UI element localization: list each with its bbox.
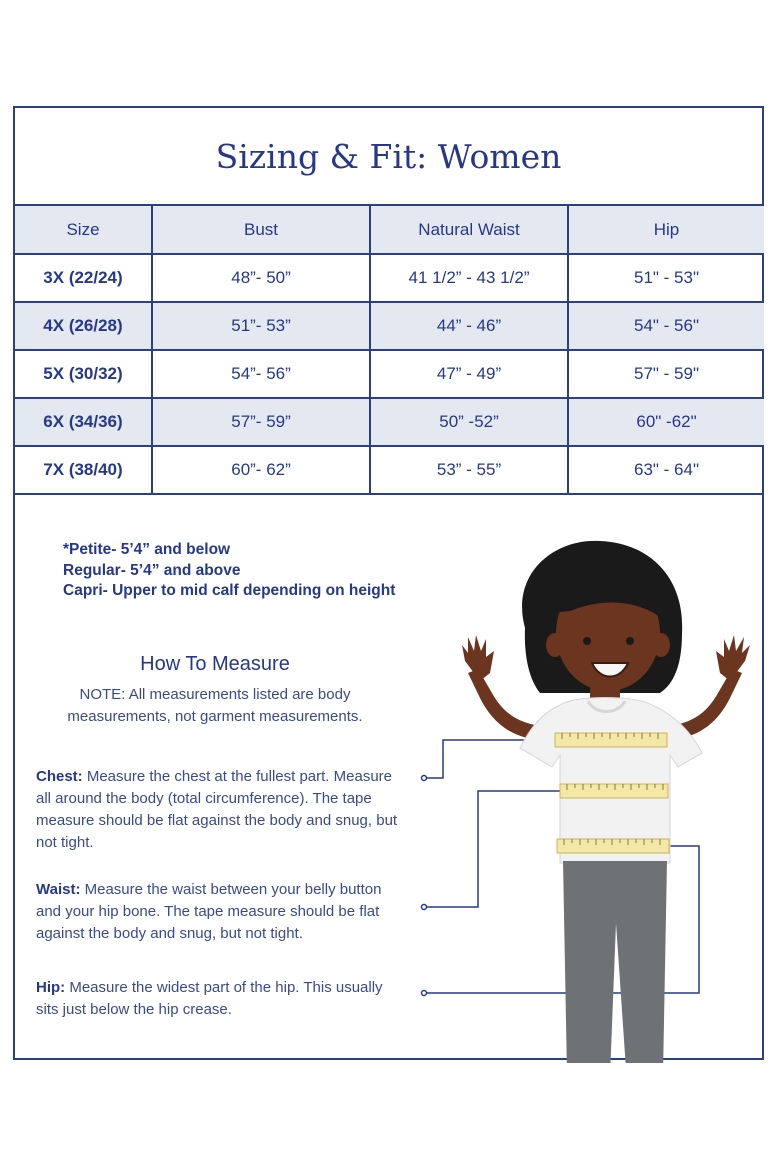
right-eye: [626, 637, 634, 645]
right-ear: [652, 633, 670, 657]
bust-cell: 60”- 62”: [152, 446, 370, 494]
size-cell: 4X (26/28): [15, 302, 152, 350]
waist-cell: 53” - 55”: [370, 446, 568, 494]
size-cell: 3X (22/24): [15, 254, 152, 302]
pants: [563, 861, 667, 1063]
waist-text: Measure the waist between your belly button and your hip bone. The tape measure should be flat against the body and snug, but not tight.: [36, 881, 382, 942]
page-title: Sizing & Fit: Women: [15, 108, 762, 206]
left-hand: [462, 635, 494, 681]
bust-cell: 54”- 56”: [152, 350, 370, 398]
header-hip: Hip: [568, 206, 764, 254]
hip-cell: 54" - 56": [568, 302, 764, 350]
hip-cell: 63" - 64": [568, 446, 764, 494]
table-row: [15, 398, 764, 446]
bust-cell: 48”- 50”: [152, 254, 370, 302]
chest-text: Measure the chest at the fullest part. Measure all around the body (total circumference). The tape measure should be flat against the body and snug, but not tight.: [36, 768, 398, 851]
chest-instructions: [36, 766, 406, 854]
table-row: [15, 302, 764, 350]
hip-tape: [557, 839, 669, 853]
size-table: [15, 206, 764, 495]
hip-cell: 57" - 59": [568, 350, 764, 398]
hip-cell: 60" -62": [568, 398, 764, 446]
waist-tape: [560, 784, 668, 798]
waist-cell: 50” -52”: [370, 398, 568, 446]
measurement-note: NOTE: All measurements listed are body measurements, not garment measurements.: [67, 686, 363, 725]
table-row: [15, 350, 764, 398]
fit-notes: [63, 540, 395, 602]
petite-note: *Petite- 5’4” and below: [63, 541, 231, 558]
how-to-measure-heading: How To Measure: [140, 653, 290, 675]
woman-illustration: [420, 533, 760, 1063]
capri-note: Capri- Upper to mid calf depending on height: [63, 582, 396, 599]
shirt: [520, 698, 702, 864]
right-hand: [716, 635, 750, 681]
header-size: Size: [15, 206, 152, 254]
bust-cell: 51”- 53”: [152, 302, 370, 350]
size-cell: 7X (38/40): [15, 446, 152, 494]
waist-cell: 47” - 49”: [370, 350, 568, 398]
hip-label: Hip:: [36, 979, 66, 996]
chest-tape: [555, 733, 667, 747]
header-waist: Natural Waist: [370, 206, 568, 254]
table-header-row: [15, 206, 764, 254]
table-row: [15, 446, 764, 494]
size-cell: 6X (34/36): [15, 398, 152, 446]
size-cell: 5X (30/32): [15, 350, 152, 398]
hip-cell: 51" - 53": [568, 254, 764, 302]
table-row: [15, 254, 764, 302]
waist-cell: 41 1/2” - 43 1/2”: [370, 254, 568, 302]
waist-instructions: [36, 879, 406, 945]
size-chart-card: [13, 106, 764, 1060]
bust-cell: 57”- 59”: [152, 398, 370, 446]
regular-note: Regular- 5’4” and above: [63, 561, 241, 579]
header-bust: Bust: [152, 206, 370, 254]
left-ear: [546, 633, 564, 657]
left-eye: [583, 637, 591, 645]
waist-label: Waist:: [36, 881, 81, 898]
chest-label: Chest:: [36, 768, 83, 785]
waist-cell: 44” - 46”: [370, 302, 568, 350]
hip-instructions: [36, 977, 406, 1021]
left-arm: [468, 669, 535, 738]
hip-text: Measure the widest part of the hip. This usually sits just below the hip crease.: [36, 979, 383, 1018]
